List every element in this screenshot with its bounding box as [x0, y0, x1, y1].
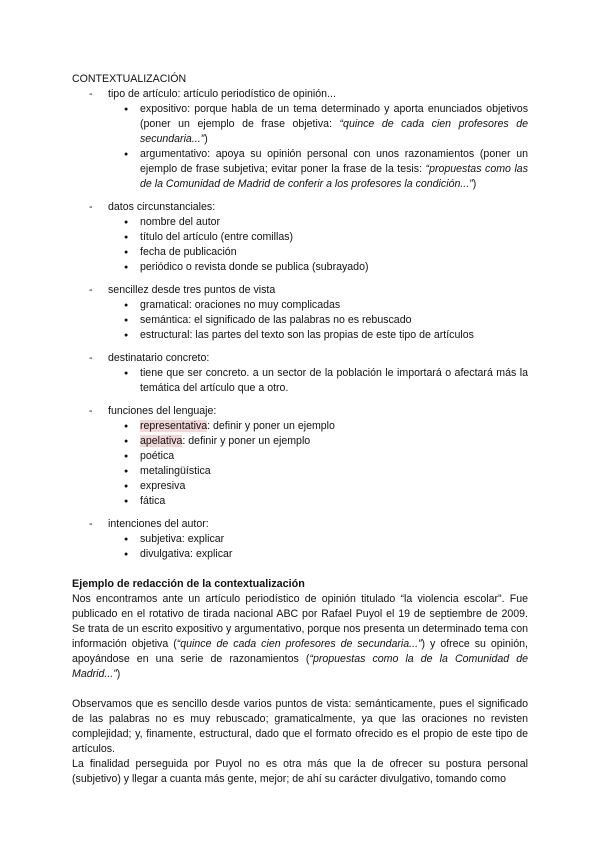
list-item: ● tiene que ser concreto. a un sector de la población le importará o afectará más la temática del artículo que a otro. — [108, 366, 528, 396]
list-item: ● fecha de publicación — [108, 245, 528, 260]
document-page — [72, 72, 528, 787]
list-item: ● semántica: el significado de las palabras no es rebuscado — [108, 313, 528, 328]
tipo-label: tipo de artículo: artículo periodístico de opinión... — [108, 88, 336, 100]
list-item: ● divulgativa: explicar — [108, 547, 528, 562]
quote-text: “quince de cada cien profesores de secundaria...” — [176, 638, 422, 650]
outline-item-datos — [72, 200, 528, 275]
list-item: ● título del artículo (entre comillas) — [108, 230, 528, 245]
list-item: ● estructural: las partes del texto son las propias de este tipo de artículos — [108, 328, 528, 343]
tipo-argumentativo: ● argumentativo: apoya su opinión personal con unos razonamientos (poner un ejemplo de frase subjetiva; evitar poner la frase de la tesis: “propuestas como las de la Comunidad de Madrid de conferir a los profesores la condición...”) — [108, 147, 528, 192]
destinatario-label: destinatario concreto: — [108, 352, 210, 364]
outline-item-funciones — [72, 404, 528, 509]
sencillez-label: sencillez desde tres puntos de vista — [108, 284, 276, 296]
datos-label: datos circunstanciales: — [108, 201, 216, 213]
quote-text: “propuestas como las de la Comunidad de Madrid de conferir a los profesores la condición...” — [140, 163, 528, 190]
list-item: ● fática — [108, 494, 528, 509]
highlighted-term: apelativa — [140, 435, 183, 447]
list-item: ● periódico o revista donde se publica (subrayado) — [108, 260, 528, 275]
example-heading: Ejemplo de redacción de la contextualización — [72, 578, 305, 590]
section-heading: CONTEXTUALIZACIÓN — [72, 73, 187, 85]
quote-text: “propuestas como la de la Comunidad de Madrid...” — [72, 653, 529, 680]
highlighted-term: representativa — [140, 420, 208, 432]
outline-item-intenciones — [72, 517, 528, 562]
intenciones-label: intenciones del autor: — [108, 518, 209, 530]
list-item: ● subjetiva: explicar — [108, 532, 528, 547]
outline-item-sencillez — [72, 283, 528, 343]
list-item: ● representativa: definir y poner un ejemplo — [108, 419, 528, 434]
list-item: ● gramatical: oraciones no muy complicadas — [108, 298, 528, 313]
outline-item-destinatario — [72, 351, 528, 396]
quote-text: “quince de cada cien profesores de secundaria...” — [140, 118, 528, 145]
example-paragraph-2: Observamos que es sencillo desde varios puntos de vista: semánticamente, pues el significado de las palabras no es muy rebuscado; gramaticalmente, ya que las oraciones no revisten complejidad; y, finamente, estructural, dado que el formato ofrecido es el propio de este tipo de artículos. — [72, 698, 528, 755]
outline-list — [72, 87, 528, 562]
example-paragraph-1: Nos encontramos ante un artículo periodístico de opinión titulado “la violencia escolar”. Fue publicado en el rotativo de tirada nacional ABC por Rafael Puyol el 19 de septiembre de 2009. Se trata de un escrito expositivo y argumentativo, porque nos presenta un determinado tema con información objetiva (“quince de cada cien profesores de secundaria...”) y ofrece su opinión, apoyándose en una serie de razonamientos (“propuestas como la de la Comunidad de Madrid...”) — [72, 593, 529, 680]
list-item: ● expresiva — [108, 479, 528, 494]
list-item: ● apelativa: definir y poner un ejemplo — [108, 434, 528, 449]
funciones-label: funciones del lenguaje: — [108, 405, 217, 417]
list-item: ● metalingüística — [108, 464, 528, 479]
outline-item-tipo — [72, 87, 528, 192]
list-item: ● nombre del autor — [108, 215, 528, 230]
list-item: ● poética — [108, 449, 528, 464]
example-paragraph-3: La finalidad perseguida por Puyol no es otra más que la de ofrecer su postura personal (subjetivo) y llegar a cuanta más gente, mejor; de ahí su carácter divulgativo, tomando como — [72, 758, 528, 785]
tipo-expositivo: ● expositivo: porque habla de un tema determinado y aporta enunciados objetivos (poner un ejemplo de frase objetiva: “quince de cada cien profesores de secundaria...”) — [108, 102, 528, 147]
